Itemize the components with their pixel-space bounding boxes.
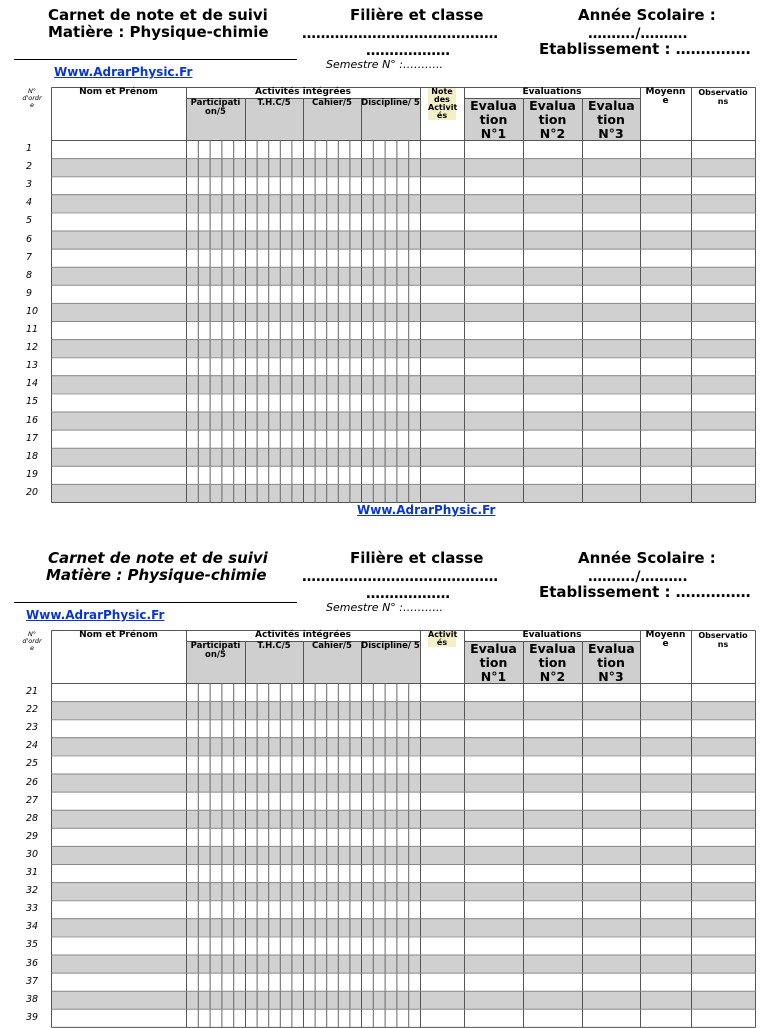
subcol-eval-2: Evalua tion N°2 — [529, 641, 576, 684]
row-number: 11 — [26, 324, 39, 335]
row-number: 20 — [26, 486, 39, 498]
header-rule — [14, 59, 297, 60]
site-link[interactable]: Www.AdrarPhysic.Fr — [26, 608, 165, 622]
col-moyenne: Moyenn e — [645, 87, 686, 106]
row-number: 17 — [26, 432, 39, 444]
row-number: 22 — [26, 704, 39, 716]
row-number: 27 — [26, 794, 39, 806]
subcol-eval-3: Evalua tion N°3 — [588, 641, 635, 684]
subcol-participation: Participati on/5 — [190, 641, 241, 660]
row-number: 25 — [26, 758, 39, 770]
subcol-eval-2: Evalua tion N°2 — [529, 98, 576, 141]
row-number: 7 — [26, 251, 33, 263]
col-activites: Activités intégrées — [255, 630, 351, 640]
row-number: 33 — [26, 903, 39, 915]
row-number: 8 — [26, 269, 33, 281]
row-number: 6 — [26, 233, 33, 245]
col-evaluations: Evaluations — [522, 87, 582, 97]
row-number: 19 — [26, 468, 39, 480]
subcol-discipline: Discipline/ 5 — [361, 641, 420, 651]
row-number: 12 — [26, 342, 39, 354]
subcol-discipline: Discipline/ 5 — [361, 98, 420, 108]
title-line2: Matière : Physique-chimie — [48, 23, 269, 41]
title-line1: Carnet de note et de suivi — [48, 6, 268, 24]
subcol-thc: T.H.C/5 — [257, 641, 291, 651]
row-number: 4 — [26, 197, 33, 209]
row-number: 13 — [26, 360, 39, 372]
col-activites: Activités intégrées — [255, 87, 351, 97]
col-moyenne: Moyenn e — [645, 630, 686, 649]
etablissement-label: Etablissement : …………… — [539, 583, 751, 601]
row-number: 1 — [26, 143, 33, 154]
row-number: 10 — [26, 305, 39, 317]
col-nom-prenom: Nom et Prénom — [79, 87, 158, 97]
row-number: 38 — [26, 993, 39, 1005]
row-number: 29 — [26, 830, 39, 842]
annee-dots: ………./………. — [588, 26, 688, 42]
subcol-eval-3: Evalua tion N°3 — [588, 98, 635, 141]
row-number: 9 — [26, 287, 33, 299]
row-number: 26 — [26, 776, 39, 788]
annee-label: Année Scolaire : — [578, 6, 716, 24]
annee-label: Année Scolaire : — [578, 549, 716, 567]
row-number: 21 — [26, 686, 39, 697]
row-number: 37 — [26, 975, 39, 987]
row-number: 31 — [26, 867, 39, 878]
filiere-dots-1: …………………………………… — [302, 569, 498, 585]
filiere-dots-2: ……………… — [366, 43, 450, 59]
col-evaluations: Evaluations — [522, 630, 582, 640]
filiere-label: Filière et classe — [350, 549, 484, 567]
col-nom-prenom: Nom et Prénom — [79, 630, 158, 640]
row-number: 32 — [26, 885, 39, 897]
footer-link[interactable]: Www.AdrarPhysic.Fr — [357, 503, 496, 517]
row-number: 5 — [26, 215, 33, 227]
filiere-label: Filière et classe — [350, 6, 484, 24]
title-line1: Carnet de note et de suivi — [48, 549, 268, 567]
ordre-label: N° d'ordr e — [22, 630, 42, 652]
subcol-participation: Participati on/5 — [190, 98, 241, 117]
row-number: 16 — [26, 414, 39, 426]
subcol-thc: T.H.C/5 — [257, 98, 291, 108]
semestre-label: Semestre N° :……….. — [326, 58, 443, 71]
row-number: 34 — [26, 921, 39, 933]
subcol-eval-1: Evalua tion N°1 — [470, 641, 517, 684]
subcol-eval-1: Evalua tion N°1 — [470, 98, 517, 141]
col-note-activites: Note des Activit és — [428, 87, 458, 120]
filiere-dots-1: …………………………………… — [302, 26, 498, 42]
site-link[interactable]: Www.AdrarPhysic.Fr — [54, 65, 193, 79]
col-observations: Observatio ns — [698, 88, 748, 106]
row-number: 14 — [26, 378, 39, 390]
row-number: 24 — [26, 740, 39, 752]
semestre-label: Semestre N° :……….. — [326, 601, 443, 614]
filiere-dots-2: ……………… — [366, 586, 450, 602]
row-number: 36 — [26, 957, 39, 969]
header-rule — [14, 602, 297, 603]
subcol-cahier: Cahier/5 — [312, 641, 352, 651]
table-grid — [51, 87, 756, 503]
etablissement-label: Etablissement : …………… — [539, 40, 751, 58]
row-number: 23 — [26, 722, 39, 734]
row-number: 2 — [26, 161, 33, 173]
annee-dots: ………./………. — [588, 569, 688, 585]
row-number: 15 — [26, 396, 39, 408]
title-line2: Matière : Physique-chimie — [46, 566, 267, 584]
col-note-activites: Activit és — [428, 630, 458, 647]
row-number: 30 — [26, 848, 39, 860]
row-number: 18 — [26, 450, 39, 462]
col-observations: Observatio ns — [698, 631, 748, 649]
row-number: 28 — [26, 812, 39, 824]
subcol-cahier: Cahier/5 — [312, 98, 352, 108]
table-grid — [51, 630, 756, 1028]
row-number: 39 — [26, 1011, 39, 1023]
ordre-label: N° d'ordr e — [22, 87, 42, 109]
row-number: 3 — [26, 179, 33, 191]
row-number: 35 — [26, 939, 39, 951]
